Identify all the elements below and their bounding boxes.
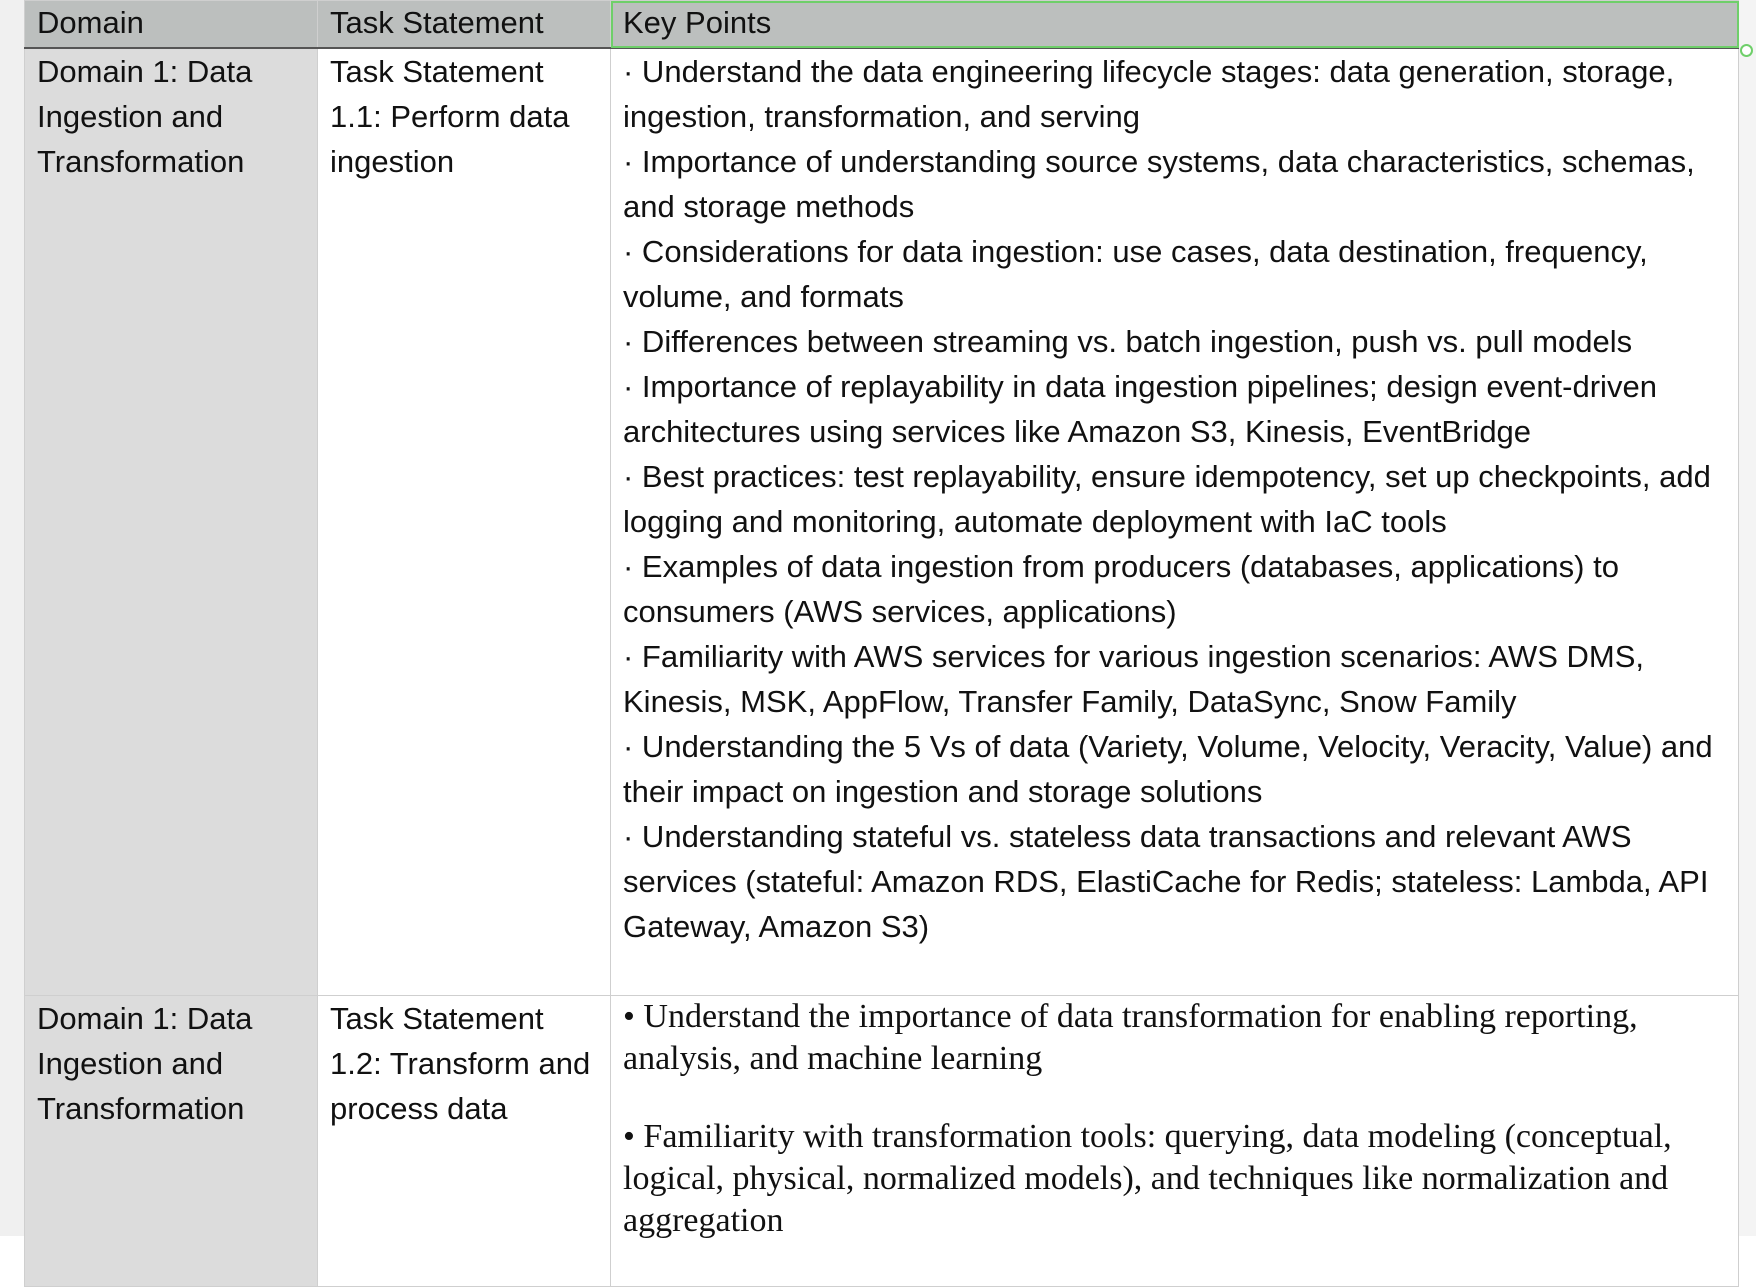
domain-cell[interactable]: Domain 1: Data Ingestion and Transformation [25,996,318,1287]
header-domain[interactable]: Domain [25,1,318,49]
key-points-cell[interactable] [611,48,1739,996]
data-table [24,0,1739,1287]
key-point: · Understanding the 5 Vs of data (Variety, Volume, Velocity, Veracity, Value) and their impact on ingestion and storage solutions [623,729,1713,809]
key-point: • Understand the importance of data transformation for enabling reporting, analysis, and machine learning [623,998,1638,1077]
row-gutter [0,0,25,1236]
key-points-cell[interactable] [611,996,1739,1287]
key-point: · Best practices: test replayability, ensure idempotency, set up checkpoints, add logging and monitoring, automate deployment with IaC tools [623,459,1711,539]
key-point: · Importance of understanding source systems, data characteristics, schemas, and storage methods [623,144,1695,224]
task-statement-cell[interactable]: Task Statement 1.2: Transform and process data [318,996,611,1287]
task-statement-cell[interactable]: Task Statement 1.1: Perform data ingestion [318,48,611,996]
key-point: · Considerations for data ingestion: use cases, data destination, frequency, volume, and formats [623,234,1648,314]
table-row [25,48,1739,996]
key-point: • Familiarity with transformation tools: querying, data modeling (conceptual, logical, physical, normalized models), and techniques like normalization and aggregation [623,1118,1672,1239]
key-point: · Importance of replayability in data ingestion pipelines; design event-driven architectures using services like Amazon S3, Kinesis, EventBridge [623,369,1657,449]
key-point: · Understanding stateful vs. stateless data transactions and relevant AWS services (stateful: Amazon RDS, ElastiCache for Redis; stateless: Lambda, API Gateway, Amazon S3) [623,819,1709,944]
table-row [25,996,1739,1287]
header-key-points[interactable]: Key Points [611,1,1739,49]
key-point: · Familiarity with AWS services for various ingestion scenarios: AWS DMS, Kinesis, MSK, AppFlow, Transfer Family, DataSync, Snow Family [623,639,1644,719]
key-point: · Understand the data engineering lifecycle stages: data generation, storage, ingestion, transformation, and serving [623,54,1675,134]
header-row [25,1,1739,49]
domain-cell[interactable]: Domain 1: Data Ingestion and Transformation [25,48,318,996]
cell-resize-handle[interactable] [1740,44,1753,57]
key-point: · Differences between streaming vs. batch ingestion, push vs. pull models [623,324,1633,359]
key-point: · Examples of data ingestion from producers (databases, applications) to consumers (AWS services, applications) [623,549,1619,629]
header-task-statement[interactable]: Task Statement [318,1,611,49]
